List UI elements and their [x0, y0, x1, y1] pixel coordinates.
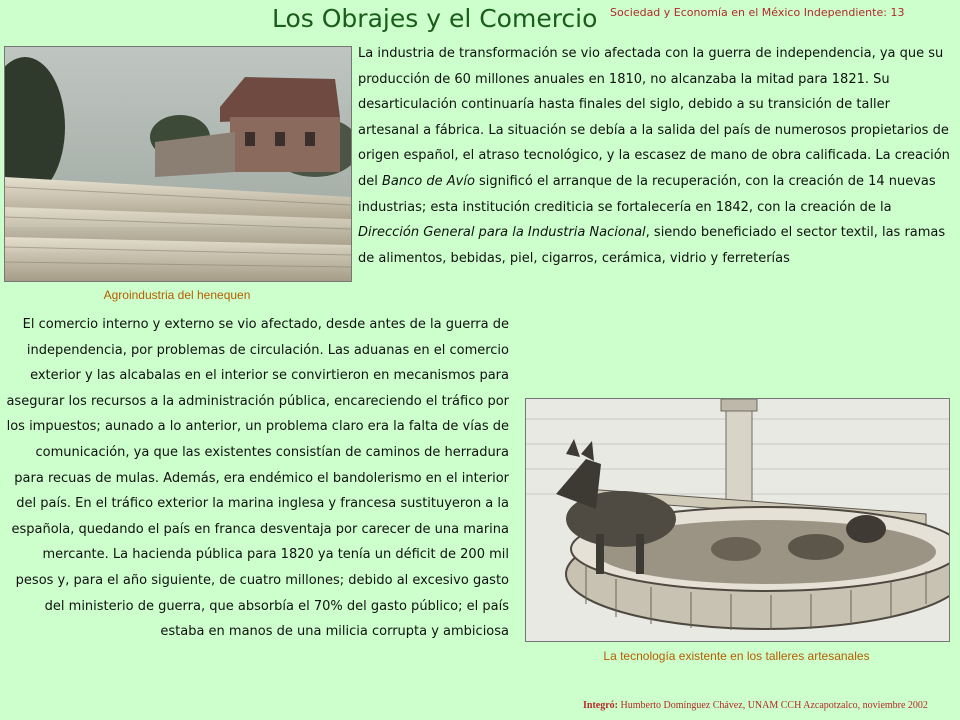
slide-title: Los Obrajes y el Comercio: [272, 4, 598, 33]
industry-text-1: La industria de transformación se vio afectada con la guerra de independencia, ya que su producción de 60 millones anuales en 1810, no alcanzaba la mitad para 1821. Su desarticulación continuaría hasta finales del siglo, debido a su transición de taller artesanal a fábrica. La situación se debía a la salida del país de numerosos propietarios de origen español, el atraso tecnológico, y la escasez de mano de obra calificada. La creación del: [358, 46, 950, 189]
footer-label: Integró:: [583, 700, 618, 711]
commerce-text: El comercio interno y externo se vio afectado, desde antes de la guerra de independencia, por problemas de circulación. Las aduanas en el comercio exterior y las alcabalas en el interior se convirtieron en mecanismos para asegurar los recursos a la administración pública, encareciendo el tráfico por los impuestos; aunado a lo anterior, un problema claro era la falta de vías de comunicación, ya que las existentes consistían de caminos de herradura para recuas de mulas. Además, era endémico el bandolerismo en el interior del país. En el tráfico exterior la marina inglesa y francesa sustituyeron a la española, quedando el país en franca desventaja por carecer de una marina mercante. La hacienda pública para 1820 ya tenía un déficit de 200 mil pesos y, para el año siguiente, de cuatro millones; debido al excesivo gasto del ministerio de guerra, que absorbía el 70% del gasto público; el país estaba en manos de una milicia corrupta y ambiciosa: [6, 317, 509, 640]
mill-engraving: [525, 398, 950, 642]
industry-paragraph: [358, 41, 954, 271]
industry-text-2: significó el arranque de la recuperación, con la creación de 14 nuevas industrias; esta institución crediticia se fortalecería en 1842, con la creación de la: [358, 173, 936, 215]
commerce-paragraph: [6, 312, 509, 645]
mill-caption: La tecnología existente en los talleres artesanales: [603, 649, 870, 663]
direccion-general-term: Dirección General para la Industria Nacional: [358, 225, 646, 241]
header-note: Sociedad y Economía en el México Independiente: 13: [610, 6, 905, 19]
henequen-photo: [4, 46, 352, 282]
banco-avio-term: Banco de Avío: [382, 173, 475, 189]
footer-credit: [583, 700, 928, 711]
henequen-caption: Agroindustria del henequen: [103, 288, 251, 302]
industry-text-3: , siendo beneficiado el sector textil, las ramas de alimentos, bebidas, piel, cigarros, cerámica, vidrio y ferreterías: [358, 225, 946, 266]
footer-author: Humberto Domínguez Chávez, UNAM CCH Azcapotzalco, noviembre 2002: [620, 700, 928, 711]
